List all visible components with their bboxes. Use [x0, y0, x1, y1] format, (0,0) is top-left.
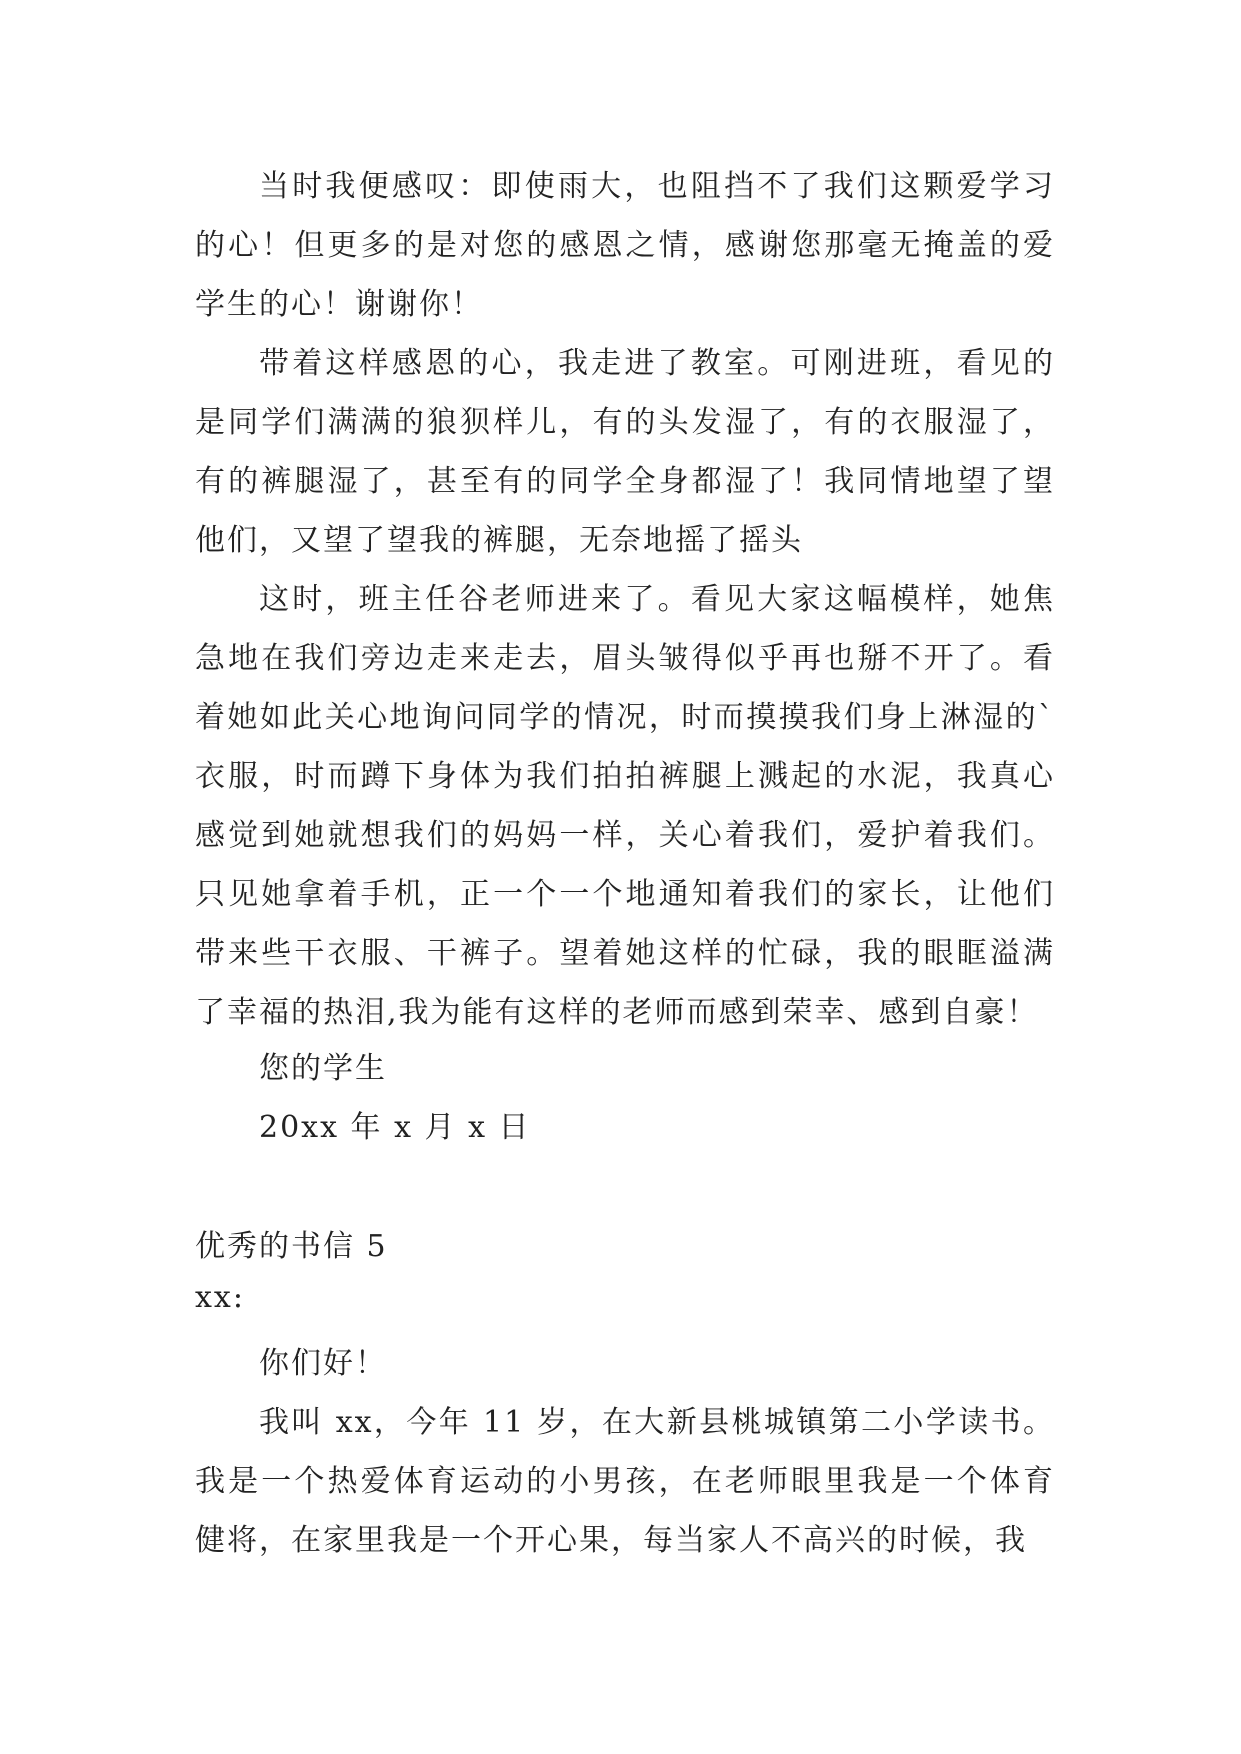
paragraph-classroom: 带着这样感恩的心，我走进了教室。可刚进班，看见的是同学们满满的狼狈样儿，有的头发湿了，有的衣服湿了，有的裤腿湿了，甚至有的同学全身都湿了！我同情地望了望他们，又望了望我的裤腿，无奈地摇了摇头	[195, 346, 1055, 558]
letter-date: 20xx 年 x 月 x 日	[259, 1110, 531, 1145]
letter-salutation: xx:	[195, 1280, 245, 1315]
letter-greeting: 你们好！	[259, 1346, 387, 1381]
section-title: 优秀的书信 5	[195, 1229, 388, 1264]
paragraph-teacher: 这时，班主任谷老师进来了。看见大家这幅模样，她焦急地在我们旁边走来走去，眉头皱得似乎再也掰不开了。看着她如此关心地询问同学的情况，时而摸摸我们身上淋湿的`衣服，时而蹲下身体为我们拍拍裤腿上溅起的水泥，我真心感觉到她就想我们的妈妈一样，关心着我们，爱护着我们。只见她拿着手机，正一个一个地通知着我们的家长，让他们带来些干衣服、干裤子。望着她这样的忙碌，我的眼眶溢满了幸福的热泪,我为能有这样的老师而感到荣幸、感到自豪！	[195, 582, 1055, 1030]
paragraph-introduction: 我叫 xx，今年 11 岁，在大新县桃城镇第二小学读书。我是一个热爱体育运动的小男孩，在老师眼里我是一个体育健将，在家里我是一个开心果，每当家人不高兴的时候，我	[195, 1405, 1055, 1558]
paragraph-gratitude: 当时我便感叹：即使雨大，也阻挡不了我们这颗爱学习的心！但更多的是对您的感恩之情，感谢您那毫无掩盖的爱学生的心！谢谢你！	[195, 169, 1055, 322]
letter-signature: 您的学生	[259, 1051, 387, 1086]
